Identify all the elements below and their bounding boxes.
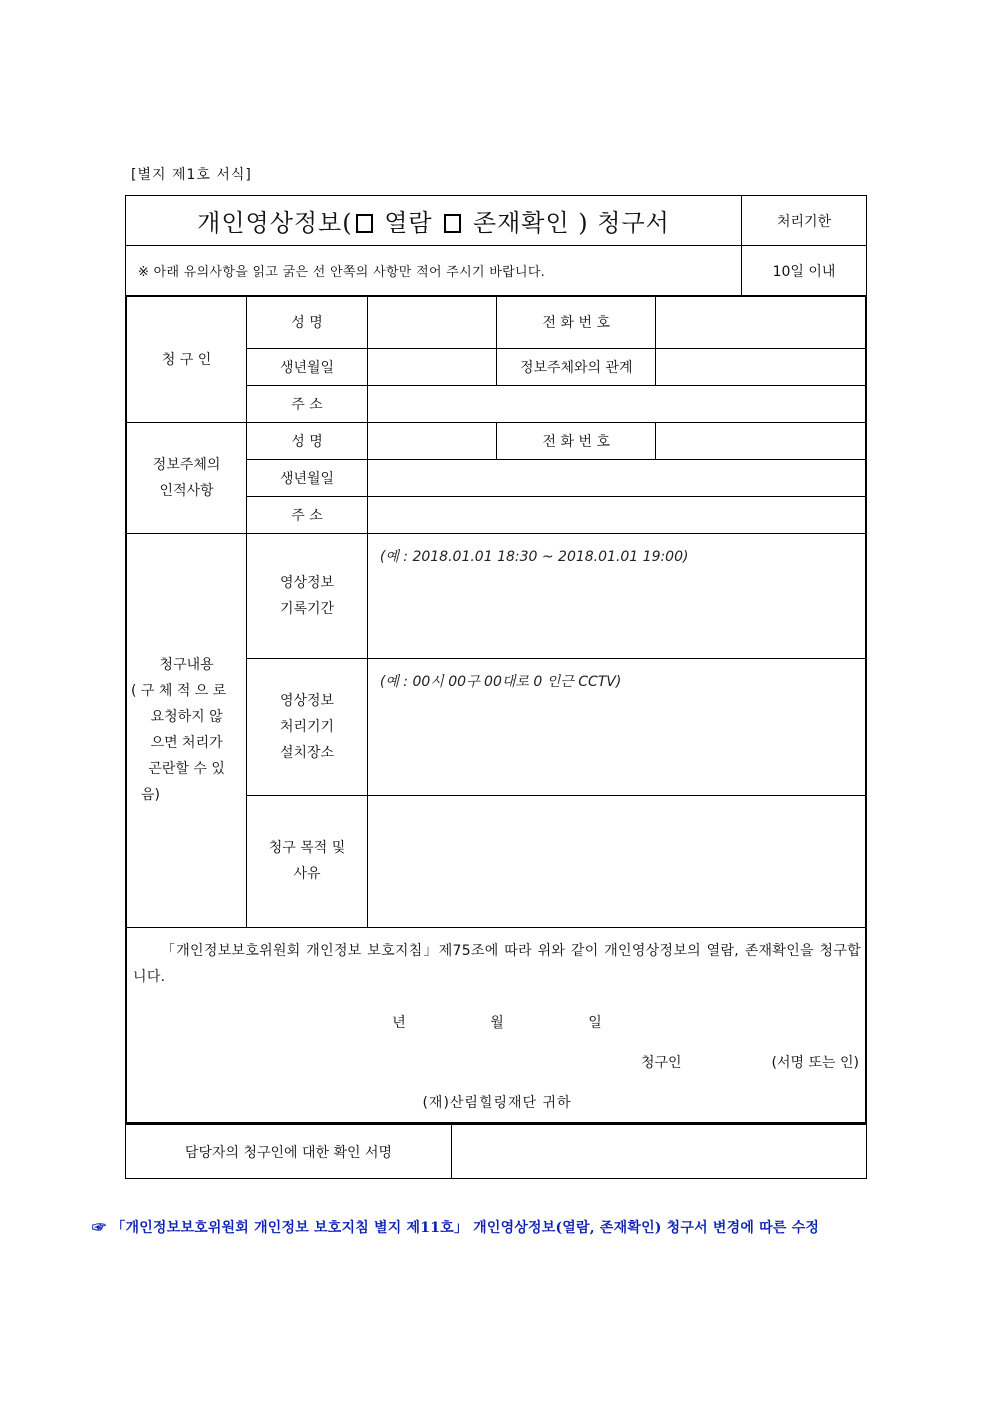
request-section-line1: 청구내용 <box>159 657 214 673</box>
subject-birth-field[interactable] <box>367 459 866 496</box>
period-label <box>247 533 368 658</box>
purpose-label <box>247 795 368 927</box>
signature-placeholder[interactable]: (서명 또는 인) <box>771 1054 859 1071</box>
header-table <box>125 195 867 296</box>
addressee: (재)산림힐링재단 귀하 <box>422 1094 572 1111</box>
title-prefix: 개인영상정보( <box>197 209 353 237</box>
request-section-line3: 요청하지 않 <box>150 709 223 725</box>
requester-relation-label: 정보주체와의 관계 <box>497 348 656 385</box>
staff-confirm-label: 담당자의 청구인에 대한 확인 서명 <box>126 1125 452 1179</box>
requester-birth-field[interactable] <box>367 348 497 385</box>
location-label-line3: 설치장소 <box>279 744 335 761</box>
requester-birth-label: 생년월일 <box>247 348 368 385</box>
declaration-block <box>126 927 866 1123</box>
subject-phone-field[interactable] <box>656 422 866 459</box>
declaration-text: 「개인정보보호위원회 개인정보 보호지침」제75조에 따라 위와 같이 개인영상정보의 열람, 존재확인을 청구합니다. <box>133 942 861 985</box>
location-label-line2: 처리기기 <box>279 718 335 735</box>
period-label-line1: 영상정보 <box>279 574 335 591</box>
location-label-line1: 영상정보 <box>279 692 335 709</box>
deadline-label: 처리기한 <box>742 196 867 246</box>
subject-name-field[interactable] <box>367 422 497 459</box>
requester-name-field[interactable] <box>367 296 497 348</box>
month-label: 월 <box>490 1014 504 1031</box>
requester-name-label: 성 명 <box>247 296 368 348</box>
requester-relation-field[interactable] <box>656 348 866 385</box>
period-field[interactable]: (예 : 2018.01.01 18:30 ~ 2018.01.01 19:00) <box>367 533 866 658</box>
requester-phone-field[interactable] <box>656 296 866 348</box>
year-label: 년 <box>392 1014 406 1031</box>
staff-confirm-table <box>125 1124 867 1179</box>
title-suffix: 청구서 <box>597 209 670 237</box>
subject-address-label: 주 소 <box>247 496 368 533</box>
requester-phone-label: 전 화 번 호 <box>497 296 656 348</box>
purpose-label-line2: 사유 <box>293 866 321 882</box>
subject-name-label: 성 명 <box>247 422 368 459</box>
purpose-field[interactable] <box>367 795 866 927</box>
subject-section-label <box>126 422 247 533</box>
subject-section-line2: 인적사항 <box>159 482 214 499</box>
request-section-line4: 으면 처리가 <box>150 735 223 751</box>
request-section-line5: 곤란할 수 있 <box>148 761 225 777</box>
request-section-line2: ( 구 체 적 으 로 <box>131 683 227 699</box>
purpose-label-line1: 청구 목적 및 <box>268 840 346 856</box>
subject-address-field[interactable] <box>367 496 866 533</box>
location-field[interactable]: (예 : 00시 00구 00대로 0 인근 CCTV) <box>367 658 866 795</box>
option-exist-label: 존재확인 ) <box>472 209 589 237</box>
form-number-label: [별지 제1호 서식] <box>131 167 252 183</box>
request-section-line6: 음) <box>141 787 160 803</box>
subject-birth-label: 생년월일 <box>247 459 368 496</box>
option-view-label: 열람 <box>384 209 433 237</box>
subject-section-line1: 정보주체의 <box>152 456 221 473</box>
requester-address-field[interactable] <box>367 385 866 422</box>
requester-address-label: 주 소 <box>247 385 368 422</box>
exist-checkbox[interactable] <box>444 214 461 233</box>
revision-note: ☞ 「개인정보보호위원회 개인정보 보호지침 별지 제11호」 개인영상정보(열람, 존재확인) 청구서 변경에 따른 수정 <box>92 1220 820 1236</box>
requester-sign-label: 청구인 <box>640 1054 682 1071</box>
request-section-label <box>126 533 247 927</box>
date-line <box>133 1012 861 1032</box>
requester-section-label: 청 구 인 <box>126 296 247 422</box>
request-form-table <box>125 295 867 1124</box>
location-label <box>247 658 368 795</box>
signature-line <box>133 1052 861 1072</box>
notice-text: ※ 아래 유의사항을 읽고 굵은 선 안쪽의 사항만 적어 주시기 바랍니다. <box>126 246 742 296</box>
period-label-line2: 기록기간 <box>279 600 335 617</box>
deadline-value: 10일 이내 <box>742 246 867 296</box>
subject-phone-label: 전 화 번 호 <box>497 422 656 459</box>
day-label: 일 <box>588 1014 602 1031</box>
form-title <box>126 196 742 246</box>
staff-confirm-field[interactable] <box>452 1125 867 1179</box>
view-checkbox[interactable] <box>356 214 373 233</box>
